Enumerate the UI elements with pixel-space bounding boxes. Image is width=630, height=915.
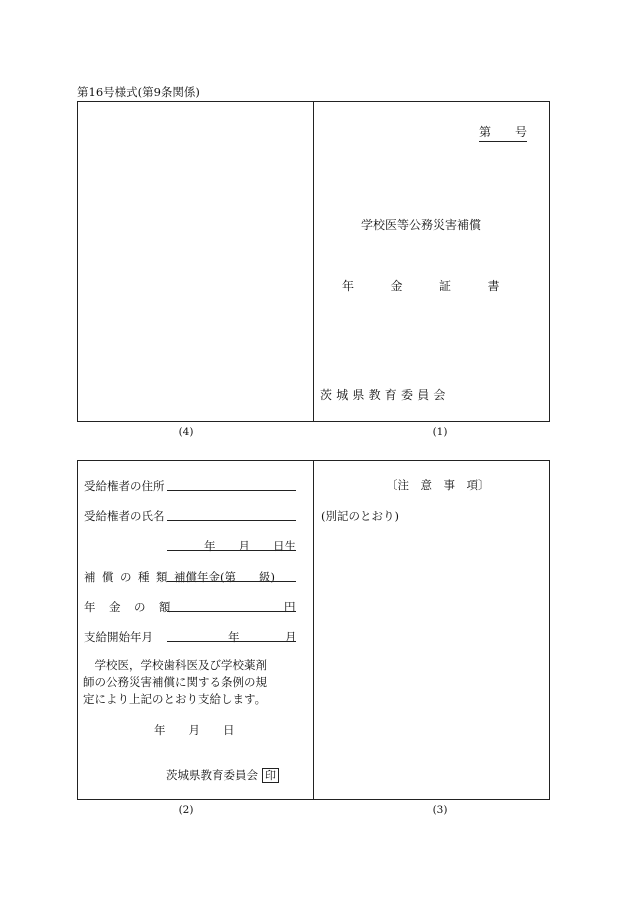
birth-date-line [167,550,296,551]
name-label: 受給権者の氏名 [84,509,165,523]
certificate-title [342,277,536,294]
certificate-number: 第 号 [479,123,527,142]
address-label: 受給権者の住所 [84,479,165,493]
address-field [167,490,296,491]
form-title: 第16号様式(第9条関係) [77,85,200,99]
notes-heading: 〔注 意 事 項〕 [386,478,490,492]
compensation-type-line [167,581,296,582]
front-card-divider [313,101,314,422]
certificate-title-char: 書 [487,279,500,293]
panel-label-4: (4) [178,426,194,438]
pension-amount-line [167,611,296,612]
certificate-title-char: 証 [439,279,452,293]
panel-label-3: (3) [432,804,448,816]
pension-amount-unit: 円 [284,600,296,614]
pension-amount-label: 年金の額 [84,600,184,614]
issuer-seal-line [166,767,279,783]
name-field [167,520,296,521]
statement-line: 定により上記のとおり支給します。 [83,692,267,706]
compensation-type-label: 補償の種類 [84,570,174,584]
start-label: 支給開始年月 [84,630,153,644]
statement-line: 師の公務災害補償に関する条例の規 [83,675,267,689]
payment-statement [83,657,298,708]
compensation-title: 学校医等公務災害補償 [361,218,482,232]
issuer-bottom: 茨城県教育委員会 [166,768,258,782]
recipient-card-divider [313,460,314,800]
start-month: 月 [285,630,297,644]
notes-body: (別記のとおり) [321,509,399,523]
start-line [167,641,296,642]
seal-stamp: 印 [262,768,279,783]
panel-label-2: (2) [178,804,194,816]
issuer-name: 茨城県教育委員会 [320,388,450,402]
statement-line: 学校医，学校歯科医及び学校薬剤 [83,658,267,672]
start-year: 年 [228,630,240,644]
certificate-title-char: 年 [342,279,355,293]
certificate-title-char: 金 [390,279,403,293]
birth-date: 年 月 日生 [204,539,296,553]
issue-date: 年 月 日 [154,723,235,737]
compensation-type-value: 補償年金(第 級) [174,570,275,584]
panel-label-1: (1) [432,426,448,438]
